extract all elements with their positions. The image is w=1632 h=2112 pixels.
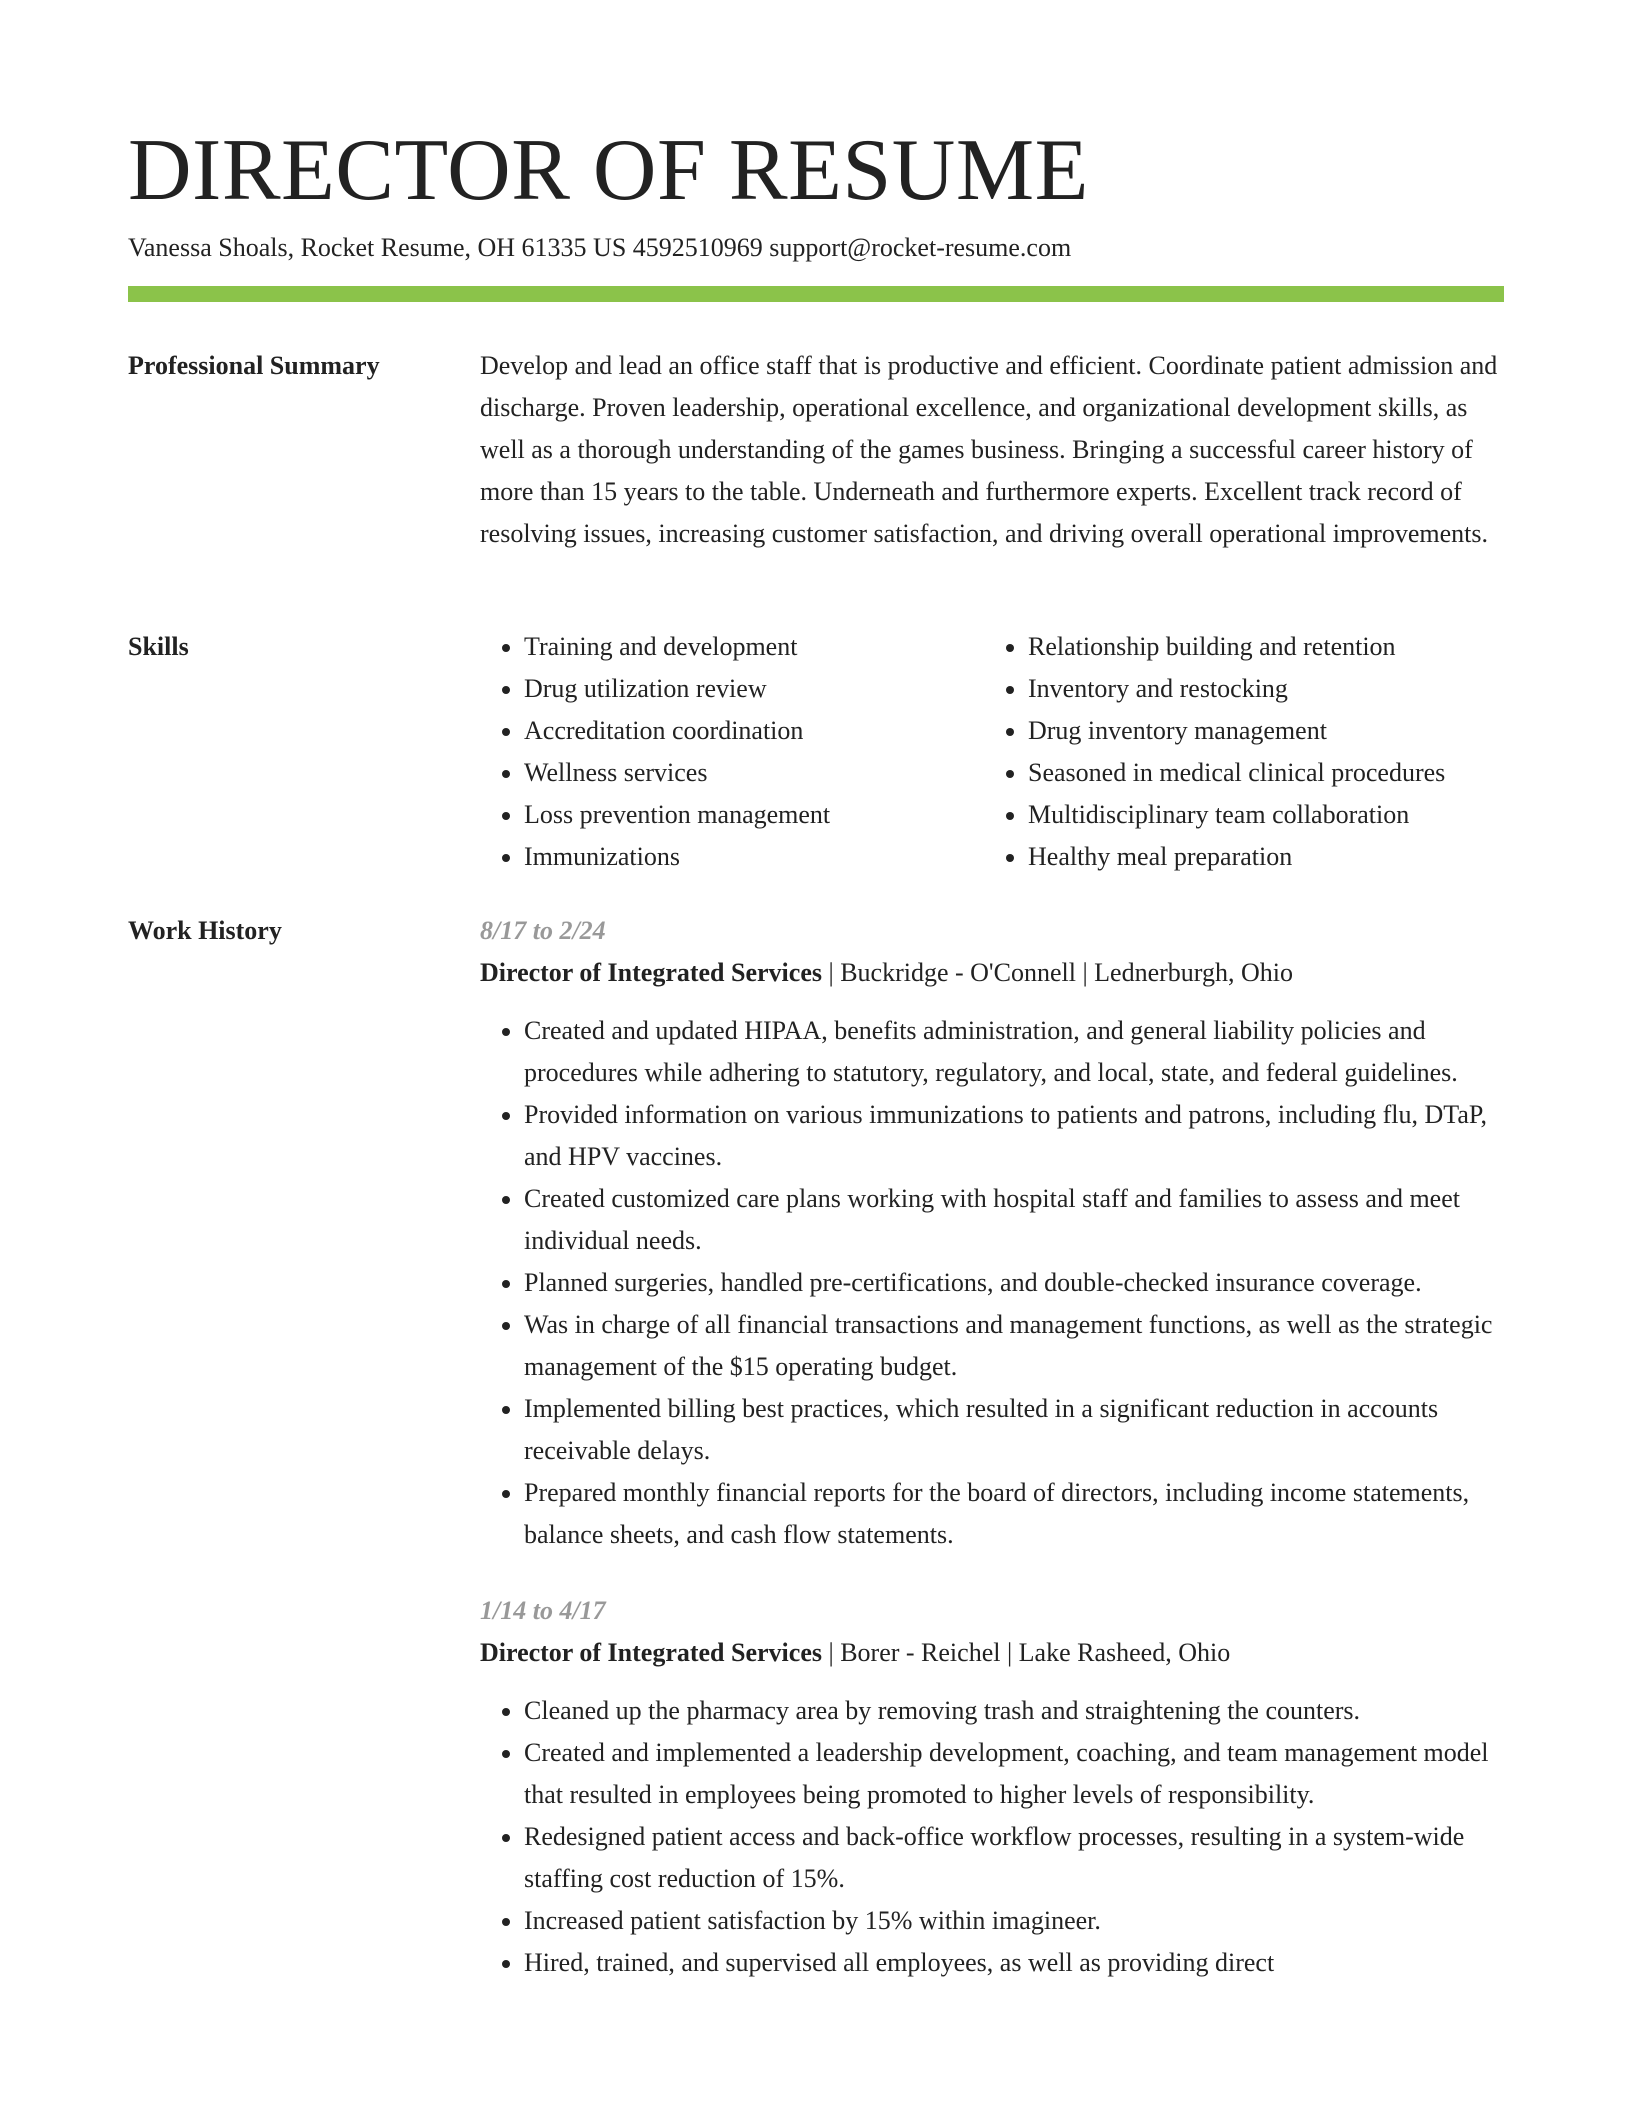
skill-item: • Drug utilization review	[524, 668, 984, 710]
work-history-heading: Work History	[128, 916, 282, 945]
skill-item: • Drug inventory management	[1028, 710, 1488, 752]
skill-item: • Healthy meal preparation	[1028, 836, 1488, 878]
job-heading	[480, 1632, 1504, 1674]
job-bullet: • Redesigned patient access and back-office workflow processes, resulting in a system-wide staffing cost reduction of 15%.	[524, 1816, 1504, 1900]
job-dates: 1/14 to 4/17	[480, 1596, 606, 1625]
skill-item: • Seasoned in medical clinical procedures	[1028, 752, 1488, 794]
job-entry	[480, 1590, 1504, 1984]
skill-item: • Immunizations	[524, 836, 984, 878]
job-entry	[480, 910, 1504, 1556]
job-bullet: • Provided information on various immunizations to patients and patrons, including flu, DTaP, and HPV vaccines.	[524, 1094, 1504, 1178]
skills-list-left	[480, 626, 984, 878]
skill-item: • Multidisciplinary team collaboration	[1028, 794, 1488, 836]
accent-divider	[128, 286, 1504, 302]
skills-body	[480, 626, 1504, 878]
skills-heading: Skills	[128, 632, 189, 661]
summary-text: Develop and lead an office staff that is productive and efficient. Coordinate patient admission and discharge. Proven leadership, operational excellence, and organizational development skills, as well as a thorough understanding of the games business. Bringing a successful career history of more than 15 years to the table. Underneath and furthermore experts. Excellent track record of resolving issues, increasing customer satisfaction, and driving overall operational improvements.	[480, 351, 1498, 548]
job-bullet: • Hired, trained, and supervised all employees, as well as providing direct	[524, 1942, 1504, 1984]
job-bullet: • Prepared monthly financial reports for the board of directors, including income statements, balance sheets, and cash flow statements.	[524, 1472, 1504, 1556]
job-bullet: • Was in charge of all financial transactions and management functions, as well as the strategic management of the $15 operating budget.	[524, 1304, 1504, 1388]
job-details: | Borer - Reichel | Lake Rasheed, Ohio	[821, 1638, 1231, 1667]
job-bullets	[480, 1690, 1504, 1984]
skill-item: • Inventory and restocking	[1028, 668, 1488, 710]
job-bullet: • Planned surgeries, handled pre-certifications, and double-checked insurance coverage.	[524, 1262, 1504, 1304]
skill-item: • Training and development	[524, 626, 984, 668]
skill-item: • Wellness services	[524, 752, 984, 794]
contact-line: Vanessa Shoals, Rocket Resume, OH 61335 US 4592510969 support@rocket-resume.com	[128, 233, 1072, 262]
job-bullet: • Increased patient satisfaction by 15% within imagineer.	[524, 1900, 1504, 1942]
skill-item: • Accreditation coordination	[524, 710, 984, 752]
job-dates: 8/17 to 2/24	[480, 916, 606, 945]
job-role: Director of Integrated Services	[480, 958, 822, 987]
skill-item: • Loss prevention management	[524, 794, 984, 836]
job-bullet: • Cleaned up the pharmacy area by removing trash and straightening the counters.	[524, 1690, 1504, 1732]
resume-title: DIRECTOR OF RESUME	[128, 122, 1089, 219]
job-details: | Buckridge - O'Connell | Lednerburgh, Ohio	[821, 958, 1293, 987]
job-bullet: • Created and implemented a leadership development, coaching, and team management model that resulted in employees being promoted to higher levels of responsibility.	[524, 1732, 1504, 1816]
job-bullet: • Implemented billing best practices, which resulted in a significant reduction in accounts receivable delays.	[524, 1388, 1504, 1472]
job-bullets	[480, 1010, 1504, 1556]
job-bullet: • Created customized care plans working with hospital staff and families to assess and meet individual needs.	[524, 1178, 1504, 1262]
summary-heading: Professional Summary	[128, 351, 380, 380]
job-heading	[480, 952, 1504, 994]
job-role: Director of Integrated Services	[480, 1638, 822, 1667]
job-bullet: • Created and updated HIPAA, benefits administration, and general liability policies and procedures while adhering to statutory, regulatory, and local, state, and federal guidelines.	[524, 1010, 1504, 1094]
summary-body	[480, 345, 1504, 555]
skills-list-right	[984, 626, 1488, 878]
work-history-body	[480, 910, 1504, 1984]
skill-item: • Relationship building and retention	[1028, 626, 1488, 668]
